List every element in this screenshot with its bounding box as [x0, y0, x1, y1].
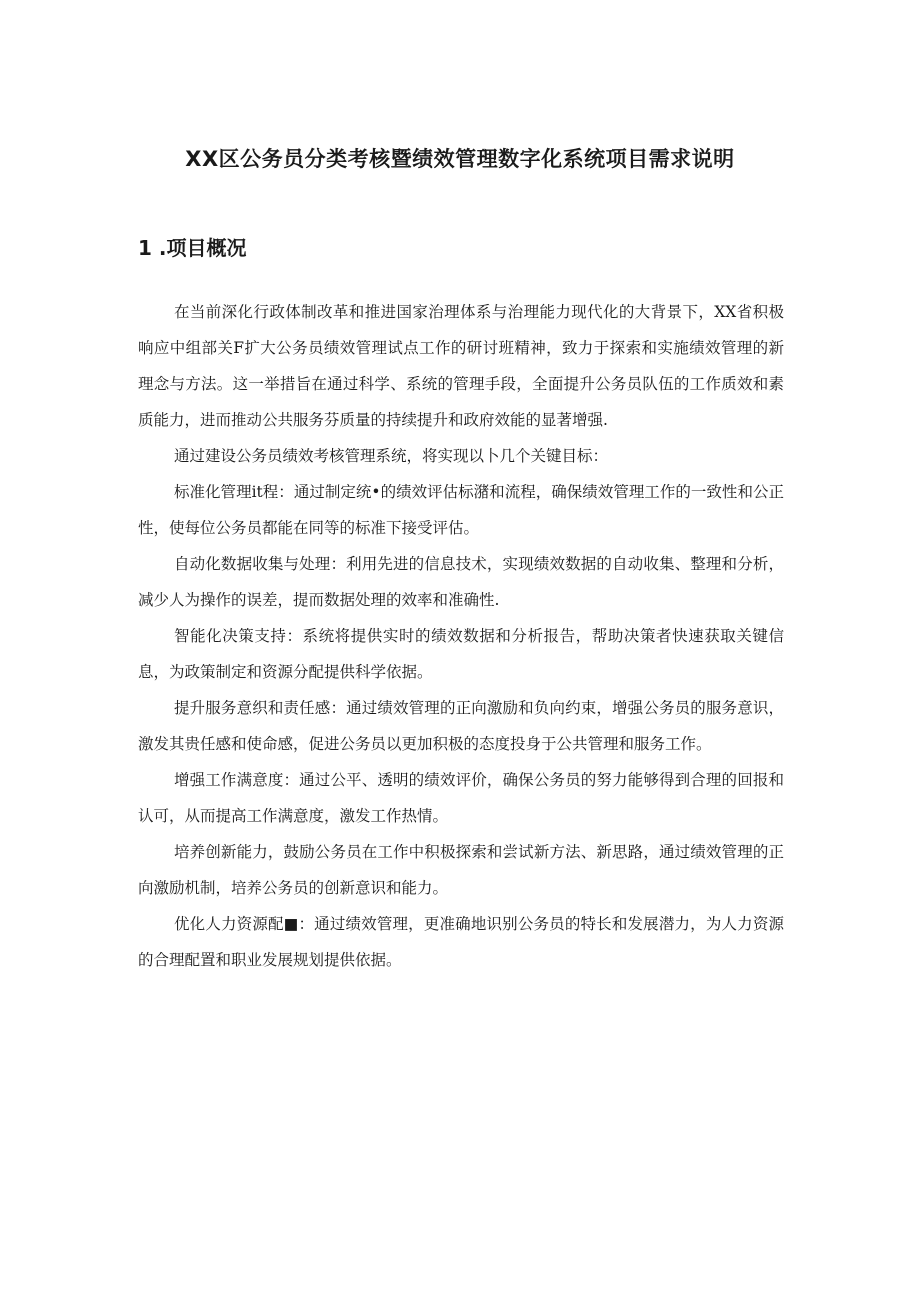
paragraph-decision-support: 智能化决策支持：系统将提供实时的绩效数据和分析报告，帮助决策者快速获取关键信息，为政策制定和资源分配提供科学依据。	[138, 627, 784, 681]
document-title: XX区公务员分类考核暨绩效管理数字化系统项目需求说明	[185, 147, 735, 171]
paragraph-hr-optimization: 优化人力资源配■：通过绩效管理，更准确地识别公务员的特长和发展潜力，为人力资源的合理配置和职业发展规划提供依据。	[138, 915, 784, 969]
paragraph-automation: 自动化数据收集与处理：利用先进的信息技术，实现绩效数据的自动收集、整理和分析，减少人为操作的误差，提而数据处理的效率和准确性.	[138, 555, 784, 609]
section-heading: 1 .项目概况	[138, 236, 247, 260]
paragraph-background: 在当前深化行政体制改革和推进国家治理体系与治理能力现代化的大背景下，XX省积极响应中组部关F扩大公务员绩效管理试点工作的研讨班精神，致力于探索和实施绩效管理的新理念与方法。这一举措旨在通过科学、系统的管理手段，全面提升公务员队伍的工作质效和素质能力，进而推动公共服务芬质量的持续提升和政府效能的显著增强.	[138, 303, 784, 429]
paragraph-standardization: 标准化管理it程：通过制定统•的绩效评估标潴和流程，确保绩效管理工作的一致性和公正性，使每位公务员都能在同等的标准下接受评估。	[138, 483, 784, 537]
paragraph-job-satisfaction: 增强工作满意度：通过公平、透明的绩效评价，确保公务员的努力能够得到合理的回报和认可，从而提高工作满意度，激发工作热情。	[138, 771, 784, 825]
paragraph-goals-intro: 通过建设公务员绩效考核管理系统，将实现以卜几个关键目标：	[174, 447, 609, 465]
body-text	[138, 294, 784, 978]
paragraph-innovation: 培养创新能力，鼓励公务员在工作中积极探索和尝试新方法、新思路，通过绩效管理的正向激励机制，培养公务员的创新意识和能力。	[138, 843, 784, 897]
paragraph-service-awareness: 提升服务意织和责任感：通过绩效管理的正向激励和负向约束，增强公务员的服务意识，激发其贵任感和使命感，促进公务员以更加积极的态度投身于公共管理和服务工作。	[138, 699, 784, 753]
